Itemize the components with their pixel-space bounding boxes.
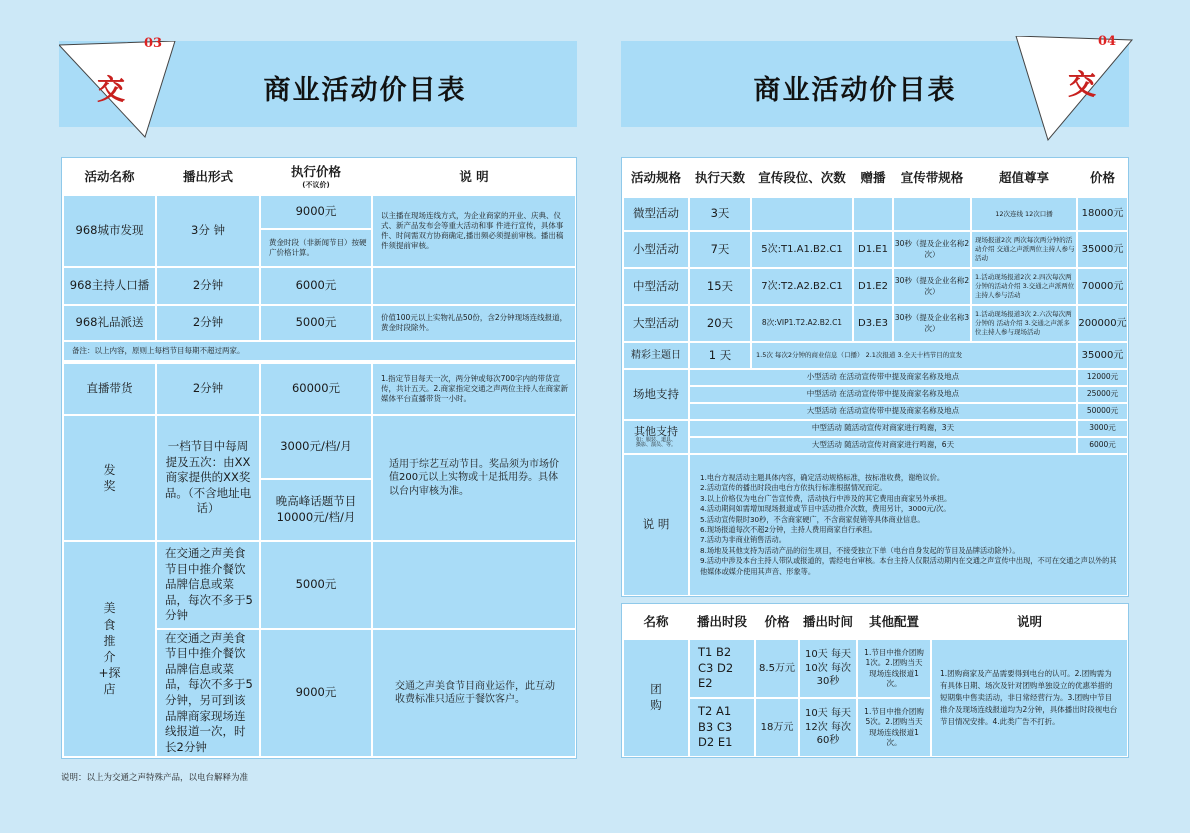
city-description: 以主播在现场连线方式，为企业商家的开业、庆典、仪式、新产品发布会等重大活动和事 件进行宣传，具体事件、时间需双方协商确定,播出频必须提前审核。播出稿件须提前审核。 [373, 196, 575, 266]
prize-form: 一档节目中每周提及五次：由XX商家提供的XX奖品。（不含地址电话） [157, 416, 259, 540]
header-price-label: 执行价格 [290, 163, 341, 179]
row-medium-spec: 中型活动 [624, 269, 688, 304]
gift-name: 968礼品派送 [64, 306, 155, 340]
host-name: 968主持人口播 [64, 268, 155, 304]
group-header-time: 播出时间 [800, 606, 856, 638]
note-8: 8.场地及其他支持为活动产品的衍生项目，不接受独立下单（电台自身发起的节目及品牌活动除外）。 [700, 545, 1020, 555]
left-remark: 备注：以上内容，原则上每档节目每期不超过两家。 [64, 342, 575, 360]
notes-label: 说 明 [624, 455, 688, 595]
left-footnote: 说明：以上为交通之声特殊产品，以电台解释为准 [61, 773, 249, 783]
prize-name: 发奖 [64, 416, 155, 540]
venue-row-3: 大型活动 在活动宣传带中提及商家名称及地点 [690, 404, 1076, 419]
other-price-1: 3000元 [1078, 421, 1127, 436]
row-micro-price: 18000元 [1078, 198, 1127, 230]
food-price-1: 5000元 [261, 542, 371, 628]
city-price-note: 黄金时段（非新闻节目）按硬广价格计算。 [261, 230, 371, 266]
gift-price: 5000元 [261, 306, 371, 340]
row-micro-gift [854, 198, 892, 230]
header-band: 宣传带规格 [894, 160, 970, 196]
header-days: 执行天数 [690, 160, 750, 196]
row-medium-band: 30秒（提及企业名称2次） [894, 269, 970, 304]
venue-price-2: 25000元 [1078, 387, 1127, 402]
prize-description: 适用于综艺互动节目。奖品须为市场价值200元以上实物或十足抵用券。具体以台内审核为准。 [373, 416, 575, 540]
header-description: 说 明 [373, 160, 575, 194]
venue-label: 场地支持 [624, 370, 688, 419]
host-form: 2分钟 [157, 268, 259, 304]
note-9: 9.活动中涉及本台主持人带队或报道的，需经电台审核。本台主持人仅限活动期内在交通之声宣传中出现，不可在交通之声以外的其他媒体或媒介使用其声音、形象等。 [700, 556, 1117, 576]
prize-price-1: 3000元/档/月 [261, 416, 371, 478]
svg-text:交: 交 [96, 73, 126, 106]
row-micro-spec: 微型活动 [624, 198, 688, 230]
live-name: 直播带货 [64, 364, 155, 414]
header-broadcast-form: 播出形式 [157, 160, 259, 194]
other-row-1: 中型活动 随活动宣传对商家进行鸣谢，3天 [690, 421, 1076, 436]
row-theme-days: 1 天 [690, 343, 750, 368]
other-row-2: 大型活动 随活动宣传对商家进行鸣谢，6天 [690, 438, 1076, 453]
group-price-1: 8.5万元 [756, 640, 798, 697]
header-slots: 宣传段位、次数 [752, 160, 852, 196]
group-config-1: 1.节目中推介团购1次。2.团购当天现场连线报道1次。 [858, 640, 930, 697]
group-config-2: 1.节目中推介团购5次。2.团购当天现场连线报道1次。 [858, 699, 930, 756]
header-activity-name: 活动名称 [64, 160, 155, 194]
food-form-2: 在交通之声美食节目中推介餐饮品牌信息或菜品，每次不多于5分钟，另可到该品牌商家现场连线报道一次，时长2分钟 [157, 630, 259, 756]
live-price: 60000元 [261, 364, 371, 414]
row-micro-perk: 12次连线 12次口播 [972, 198, 1076, 230]
live-form: 2分钟 [157, 364, 259, 414]
row-micro-days: 3天 [690, 198, 750, 230]
venue-row-2: 中型活动 在活动宣传带中提及商家名称及地点 [690, 387, 1076, 402]
row-large-days: 20天 [690, 306, 750, 341]
row-medium-days: 15天 [690, 269, 750, 304]
city-form: 3分 钟 [157, 196, 259, 266]
row-small-spec: 小型活动 [624, 232, 688, 267]
venue-price-1: 12000元 [1078, 370, 1127, 385]
header-perk: 超值尊享 [972, 160, 1076, 196]
group-time-2: 10天 每天12次 每次60秒 [800, 699, 856, 756]
other-price-2: 6000元 [1078, 438, 1127, 453]
row-micro-slots [752, 198, 852, 230]
gift-description: 价值100元以上实物礼品50份，含2分钟现场连线报道，黄金时段除外。 [373, 306, 575, 340]
header-spec: 活动规格 [624, 160, 688, 196]
note-4: 4.活动期间如需增加现场报道或节目中活动推介次数，费用另计，3000元/次。 [700, 504, 951, 514]
row-large-spec: 大型活动 [624, 306, 688, 341]
row-large-perk: 1.活动现场报道3次 2.六次每次两分钟的 活动介绍 3.交通之声派多位主持人参与现场活动 [972, 306, 1076, 341]
header-price: 价格 [1078, 160, 1127, 196]
left-page-title: 商业活动价目表 [263, 75, 467, 106]
right-page-title: 商业活动价目表 [753, 75, 957, 106]
gift-form: 2分钟 [157, 306, 259, 340]
group-header-desc: 说明 [932, 606, 1127, 638]
group-header-config: 其他配置 [858, 606, 930, 638]
row-theme-spec: 精彩主题日 [624, 343, 688, 368]
food-description: 交通之声美食节目商业运作，此互动收费标准只适应于餐饮客户。 [373, 630, 575, 756]
row-small-days: 7天 [690, 232, 750, 267]
food-form-1: 在交通之声美食节目中推介餐饮品牌信息或菜品，每次不多于5分钟 [157, 542, 259, 628]
right-page-number: 04 [1098, 34, 1117, 49]
note-1: 1.电台方视活动主题具体内容，确定活动规格标准，按标准收费，谢绝议价。 [700, 472, 945, 482]
row-small-gift: D1.E1 [854, 232, 892, 267]
row-small-perk: 现场报道2次 两次每次两分钟的活动介绍 交通之声派两位主持人参与活动 [972, 232, 1076, 267]
group-header-slot: 播出时段 [690, 606, 754, 638]
city-price: 9000元 [261, 196, 371, 228]
food-price-2: 9000元 [261, 630, 371, 756]
row-large-slots: 8次:VIP1.T2.A2.B2.C1 [752, 306, 852, 341]
notes-list [690, 455, 1127, 595]
group-slot-1: T1 B2 C3 D2 E2 [690, 640, 754, 697]
food-name: 美食推介+探店 [64, 542, 155, 756]
other-label-sub: 如：服装、道具、摄影、演员、等。 [636, 436, 677, 448]
row-micro-band [894, 198, 970, 230]
row-small-band: 30秒（提及企业名称2次） [894, 232, 970, 267]
row-large-price: 200000元 [1078, 306, 1127, 341]
group-price-2: 18万元 [756, 699, 798, 756]
row-medium-gift: D1.E2 [854, 269, 892, 304]
venue-row-1: 小型活动 在活动宣传带中提及商家名称及地点 [690, 370, 1076, 385]
group-header-name: 名称 [624, 606, 688, 638]
row-medium-slots: 7次:T2.A2.B2.C1 [752, 269, 852, 304]
row-theme-price: 35000元 [1078, 343, 1127, 368]
row-medium-perk: 1.活动现场报道2次 2.四次每次两分钟的活动介绍 3.交通之声派两位主持人参与活动 [972, 269, 1076, 304]
note-7: 7.活动为非商业销售活动。 [700, 535, 786, 545]
right-group-table [621, 603, 1129, 758]
header-gift: 赠播 [854, 160, 892, 196]
food-description-top [373, 542, 575, 628]
group-slot-2: T2 A1 B3 C3 D2 E1 [690, 699, 754, 756]
row-theme-detail: 1.5次 每次2分钟的商业信息（口播） 2.1次报道 3.全天十档节目的宣发 [752, 343, 1076, 368]
left-price-table [61, 157, 577, 759]
other-label [624, 421, 688, 453]
row-large-band: 30秒（提及企业名称3次） [894, 306, 970, 341]
note-6: 6.现场报道每次不超2分钟，主持人费用商家自行承担。 [700, 525, 877, 534]
host-description [373, 268, 575, 304]
group-time-1: 10天 每天10次 每次30秒 [800, 640, 856, 697]
host-price: 6000元 [261, 268, 371, 304]
right-logo-triangle [1010, 36, 1134, 146]
note-3: 3.以上价格仅为电台广告宣传费，活动执行中涉及的其它费用由商家另外承担。 [700, 493, 952, 503]
svg-text:交: 交 [1067, 68, 1097, 101]
note-5: 5.活动宣传限时30秒，不含商家硬广，不含商家促销等具体商业信息。 [700, 514, 925, 524]
row-small-price: 35000元 [1078, 232, 1127, 267]
row-medium-price: 70000元 [1078, 269, 1127, 304]
group-header-price: 价格 [756, 606, 798, 638]
header-price-subnote: (不议价) [302, 180, 330, 189]
header-price [261, 160, 371, 194]
row-small-slots: 5次:T1.A1.B2.C1 [752, 232, 852, 267]
venue-price-3: 50000元 [1078, 404, 1127, 419]
live-description: 1.指定节目每天一次，两分钟或每次700字内的带货宣传，共计五天。2.商家指定交通之声两位主持人在商家新媒体平台直播带货一小时。 [373, 364, 575, 414]
right-activity-table [621, 157, 1129, 597]
other-label-text: 其他支持 [634, 424, 678, 438]
prize-price-2: 晚高峰话题节目10000元/档/月 [261, 480, 371, 540]
group-description: 1.团购商家及产品需要得到电台的认可。2.团购需为有具体日期、场次及针对团购单独设立的优惠举措的短期集中售卖活动，非日常经营行为。3.团购中节目推介及现场连线报道均为2分钟，具体播出时段视电台节目情况安排。4.此类广告不打折。 [932, 640, 1127, 756]
row-large-gift: D3.E3 [854, 306, 892, 341]
city-name: 968城市发现 [64, 196, 155, 266]
note-2: 2.活动宣传的播出时段由电台方依执行标准根据情况而定。 [700, 483, 887, 493]
group-name: 团购 [624, 640, 688, 756]
left-logo-triangle [59, 41, 179, 141]
left-page-number: 03 [144, 36, 163, 51]
